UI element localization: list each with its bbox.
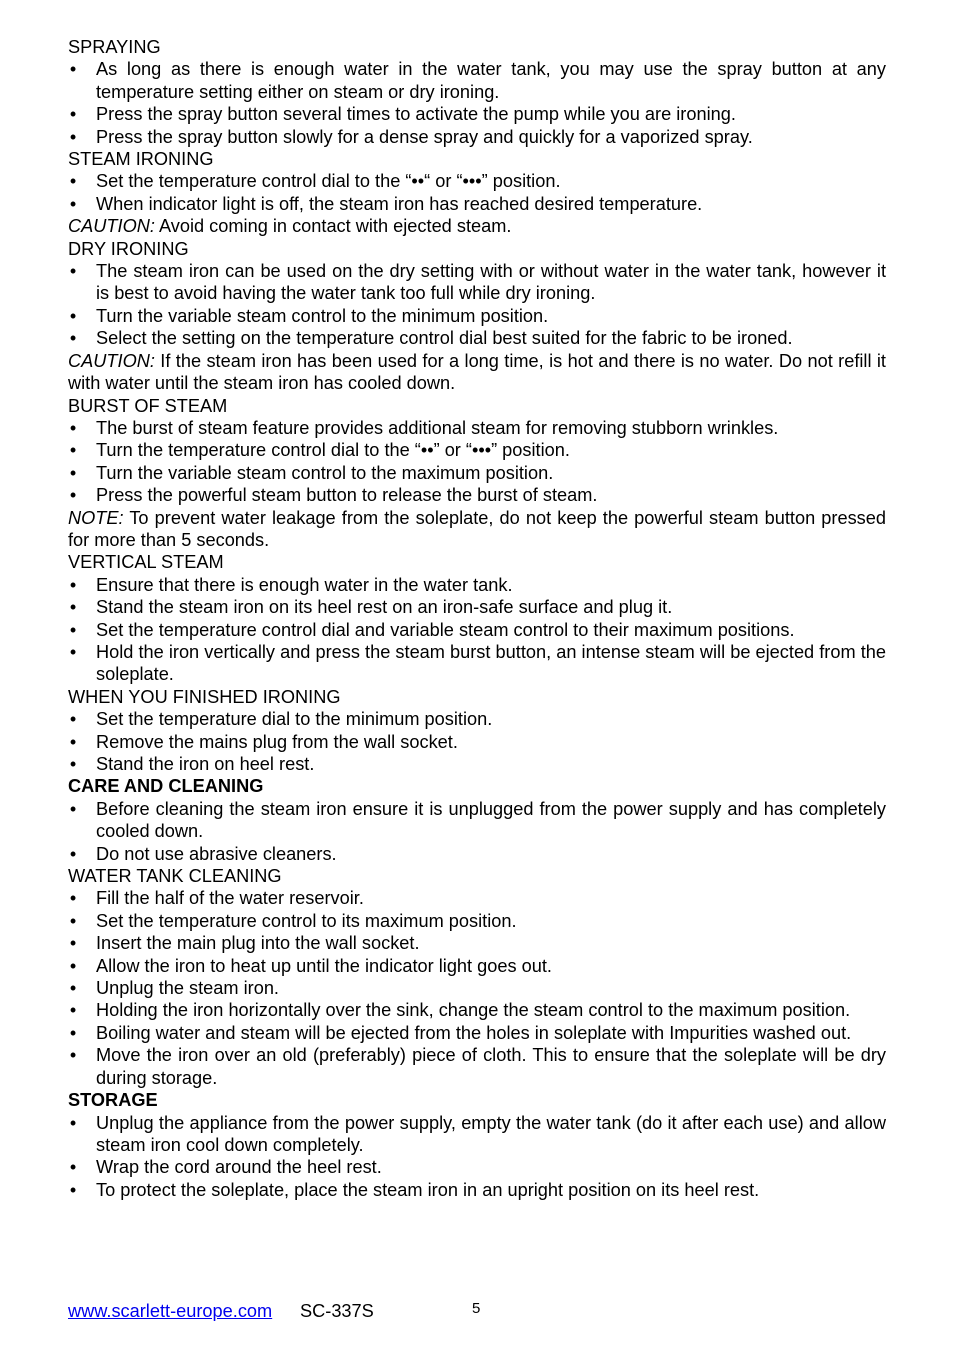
section-heading: STEAM IRONING bbox=[68, 149, 214, 170]
caution-note bbox=[68, 507, 886, 552]
list-item-text: Unplug the appliance from the power supply, empty the water tank (do it after each use) and allow steam iron cool down completely. bbox=[96, 1112, 886, 1155]
bullet-list bbox=[68, 798, 886, 865]
bullet-icon: • bbox=[69, 1179, 77, 1200]
bullet-icon: • bbox=[69, 193, 77, 214]
list-item-text: The burst of steam feature provides additional steam for removing stubborn wrinkles. bbox=[96, 417, 779, 438]
section-heading: WATER TANK CLEANING bbox=[68, 866, 282, 887]
list-item bbox=[68, 619, 886, 641]
caution-note bbox=[68, 215, 886, 237]
bullet-icon: • bbox=[69, 126, 77, 147]
bullet-icon: • bbox=[69, 843, 77, 864]
list-item-text: Insert the main plug into the wall socket. bbox=[96, 933, 420, 954]
list-item-text: Turn the temperature control dial to the “••” or “•••” position. bbox=[96, 440, 570, 461]
bullet-icon: • bbox=[69, 305, 77, 326]
list-item bbox=[68, 305, 886, 327]
list-item-text: Stand the steam iron on its heel rest on an iron-safe surface and plug it. bbox=[96, 597, 673, 618]
list-item bbox=[68, 753, 886, 775]
bullet-icon: • bbox=[69, 462, 77, 483]
manual-page-content bbox=[68, 36, 886, 1201]
bullet-list bbox=[68, 574, 886, 686]
bullet-icon: • bbox=[69, 261, 77, 282]
bullet-icon: • bbox=[69, 59, 77, 80]
bullet-icon: • bbox=[69, 417, 77, 438]
list-item-text: Fill the half of the water reservoir. bbox=[96, 888, 364, 909]
bullet-icon: • bbox=[69, 1045, 77, 1066]
list-item-text: Press the powerful steam button to release the burst of steam. bbox=[96, 485, 598, 506]
list-item bbox=[68, 596, 886, 618]
list-item bbox=[68, 932, 886, 954]
list-item-text: Wrap the cord around the heel rest. bbox=[96, 1157, 382, 1178]
list-item-text: Press the spray button several times to activate the pump while you are ironing. bbox=[96, 104, 736, 125]
list-item-text: To protect the soleplate, place the steam iron in an upright position on its heel rest. bbox=[96, 1179, 760, 1200]
bullet-list bbox=[68, 887, 886, 1089]
list-item-text: Remove the mains plug from the wall socket. bbox=[96, 731, 458, 752]
bullet-list bbox=[68, 260, 886, 350]
bullet-list bbox=[68, 58, 886, 148]
bullet-icon: • bbox=[69, 933, 77, 954]
note-text: Avoid coming in contact with ejected steam. bbox=[154, 216, 512, 237]
list-item bbox=[68, 1022, 886, 1044]
list-item bbox=[68, 977, 886, 999]
list-item bbox=[68, 103, 886, 125]
list-item-text: Hold the iron vertically and press the steam burst button, an intense steam will be ejected from the soleplate. bbox=[96, 641, 886, 685]
list-item bbox=[68, 327, 886, 349]
list-item-text: Holding the iron horizontally over the sink, change the steam control to the maximum position. bbox=[96, 1000, 851, 1021]
page-footer bbox=[68, 1298, 886, 1322]
list-item bbox=[68, 641, 886, 686]
page-number: 5 bbox=[472, 1300, 481, 1317]
list-item bbox=[68, 574, 886, 596]
section-heading: WHEN YOU FINISHED IRONING bbox=[68, 686, 341, 707]
list-item-text: Turn the variable steam control to the maximum position. bbox=[96, 462, 554, 483]
section-heading: CARE AND CLEANING bbox=[68, 776, 264, 797]
section-heading: DRY IRONING bbox=[68, 238, 189, 259]
list-item bbox=[68, 484, 886, 506]
list-item bbox=[68, 708, 886, 730]
list-item-text: When indicator light is off, the steam iron has reached desired temperature. bbox=[96, 193, 703, 214]
list-item-text: Boiling water and steam will be ejected from the holes in soleplate with Impurities washed out. bbox=[96, 1022, 852, 1043]
list-item bbox=[68, 1179, 886, 1201]
bullet-icon: • bbox=[69, 754, 77, 774]
list-item bbox=[68, 260, 886, 305]
bullet-icon: • bbox=[69, 574, 77, 595]
note-label: CAUTION: bbox=[68, 216, 155, 237]
bullet-list bbox=[68, 170, 886, 215]
list-item-text: Ensure that there is enough water in the water tank. bbox=[96, 574, 513, 595]
list-item bbox=[68, 955, 886, 977]
bullet-icon: • bbox=[69, 597, 77, 618]
list-item-text: Move the iron over an old (preferably) piece of cloth. This to ensure that the soleplate will be dry during storage. bbox=[96, 1045, 886, 1088]
list-item-text: Before cleaning the steam iron ensure it is unplugged from the power supply and has completely cooled down. bbox=[96, 798, 886, 842]
bullet-icon: • bbox=[69, 1112, 77, 1133]
list-item-text: Turn the variable steam control to the minimum position. bbox=[96, 305, 549, 326]
bullet-icon: • bbox=[69, 171, 77, 192]
list-item bbox=[68, 462, 886, 484]
bullet-icon: • bbox=[69, 798, 77, 819]
bullet-icon: • bbox=[69, 641, 77, 662]
list-item bbox=[68, 1156, 886, 1178]
list-item-text: Allow the iron to heat up until the indicator light goes out. bbox=[96, 955, 552, 976]
section-heading: SPRAYING bbox=[68, 37, 161, 57]
bullet-icon: • bbox=[69, 1022, 77, 1043]
list-item bbox=[68, 439, 886, 461]
bullet-icon: • bbox=[69, 619, 77, 640]
section-heading: STORAGE bbox=[68, 1090, 158, 1111]
bullet-icon: • bbox=[69, 709, 77, 730]
model-number: SC-337S bbox=[300, 1301, 374, 1321]
list-item-text: Do not use abrasive cleaners. bbox=[96, 843, 337, 864]
website-link[interactable]: www.scarlett-europe.com bbox=[68, 1301, 273, 1321]
list-item bbox=[68, 843, 886, 865]
list-item bbox=[68, 1044, 886, 1089]
section-heading: BURST OF STEAM bbox=[68, 395, 228, 416]
bullet-icon: • bbox=[69, 485, 77, 506]
list-item-text: Set the temperature control to its maximum position. bbox=[96, 910, 517, 931]
list-item bbox=[68, 798, 886, 843]
bullet-icon: • bbox=[69, 978, 77, 999]
list-item bbox=[68, 999, 886, 1021]
bullet-icon: • bbox=[69, 104, 77, 125]
section-heading: VERTICAL STEAM bbox=[68, 552, 224, 573]
bullet-icon: • bbox=[69, 440, 77, 461]
bullet-icon: • bbox=[69, 910, 77, 931]
list-item bbox=[68, 731, 886, 753]
list-item bbox=[68, 193, 886, 215]
list-item-text: Stand the iron on heel rest. bbox=[96, 754, 315, 774]
list-item-text: Unplug the steam iron. bbox=[96, 978, 279, 999]
list-item-text: Set the temperature control dial and variable steam control to their maximum positions. bbox=[96, 619, 795, 640]
list-item bbox=[68, 887, 886, 909]
list-item-text: Set the temperature control dial to the “••“ or “•••” position. bbox=[96, 171, 561, 192]
list-item-text: Set the temperature dial to the minimum position. bbox=[96, 709, 493, 730]
bullet-icon: • bbox=[69, 888, 77, 909]
bullet-list bbox=[68, 708, 886, 775]
list-item bbox=[68, 170, 886, 192]
bullet-icon: • bbox=[69, 955, 77, 976]
list-item bbox=[68, 1112, 886, 1157]
note-label: NOTE: bbox=[68, 507, 124, 528]
note-text: If the steam iron has been used for a long time, is hot and there is no water. Do not refill it with water until the steam iron has cooled down. bbox=[68, 350, 886, 394]
list-item-text: The steam iron can be used on the dry setting with or without water in the water tank, however it is best to avoid having the water tank too full while dry ironing. bbox=[96, 261, 886, 304]
list-item bbox=[68, 910, 886, 932]
bullet-list bbox=[68, 417, 886, 507]
list-item-text: As long as there is enough water in the water tank, you may use the spray button at any temperature setting either on steam or dry ironing. bbox=[96, 59, 886, 102]
list-item-text: Press the spray button slowly for a dense spray and quickly for a vaporized spray. bbox=[96, 126, 753, 147]
bullet-list bbox=[68, 1112, 886, 1202]
bullet-icon: • bbox=[69, 1000, 77, 1021]
note-label: CAUTION: bbox=[68, 350, 155, 371]
list-item bbox=[68, 126, 886, 148]
list-item bbox=[68, 58, 886, 103]
list-item-text: Select the setting on the temperature control dial best suited for the fabric to be ironed. bbox=[96, 328, 793, 349]
note-text: To prevent water leakage from the soleplate, do not keep the powerful steam button pressed for more than 5 seconds. bbox=[68, 507, 886, 550]
bullet-icon: • bbox=[69, 731, 77, 752]
bullet-icon: • bbox=[69, 328, 77, 349]
caution-note bbox=[68, 350, 886, 395]
bullet-icon: • bbox=[69, 1157, 77, 1178]
list-item bbox=[68, 417, 886, 439]
